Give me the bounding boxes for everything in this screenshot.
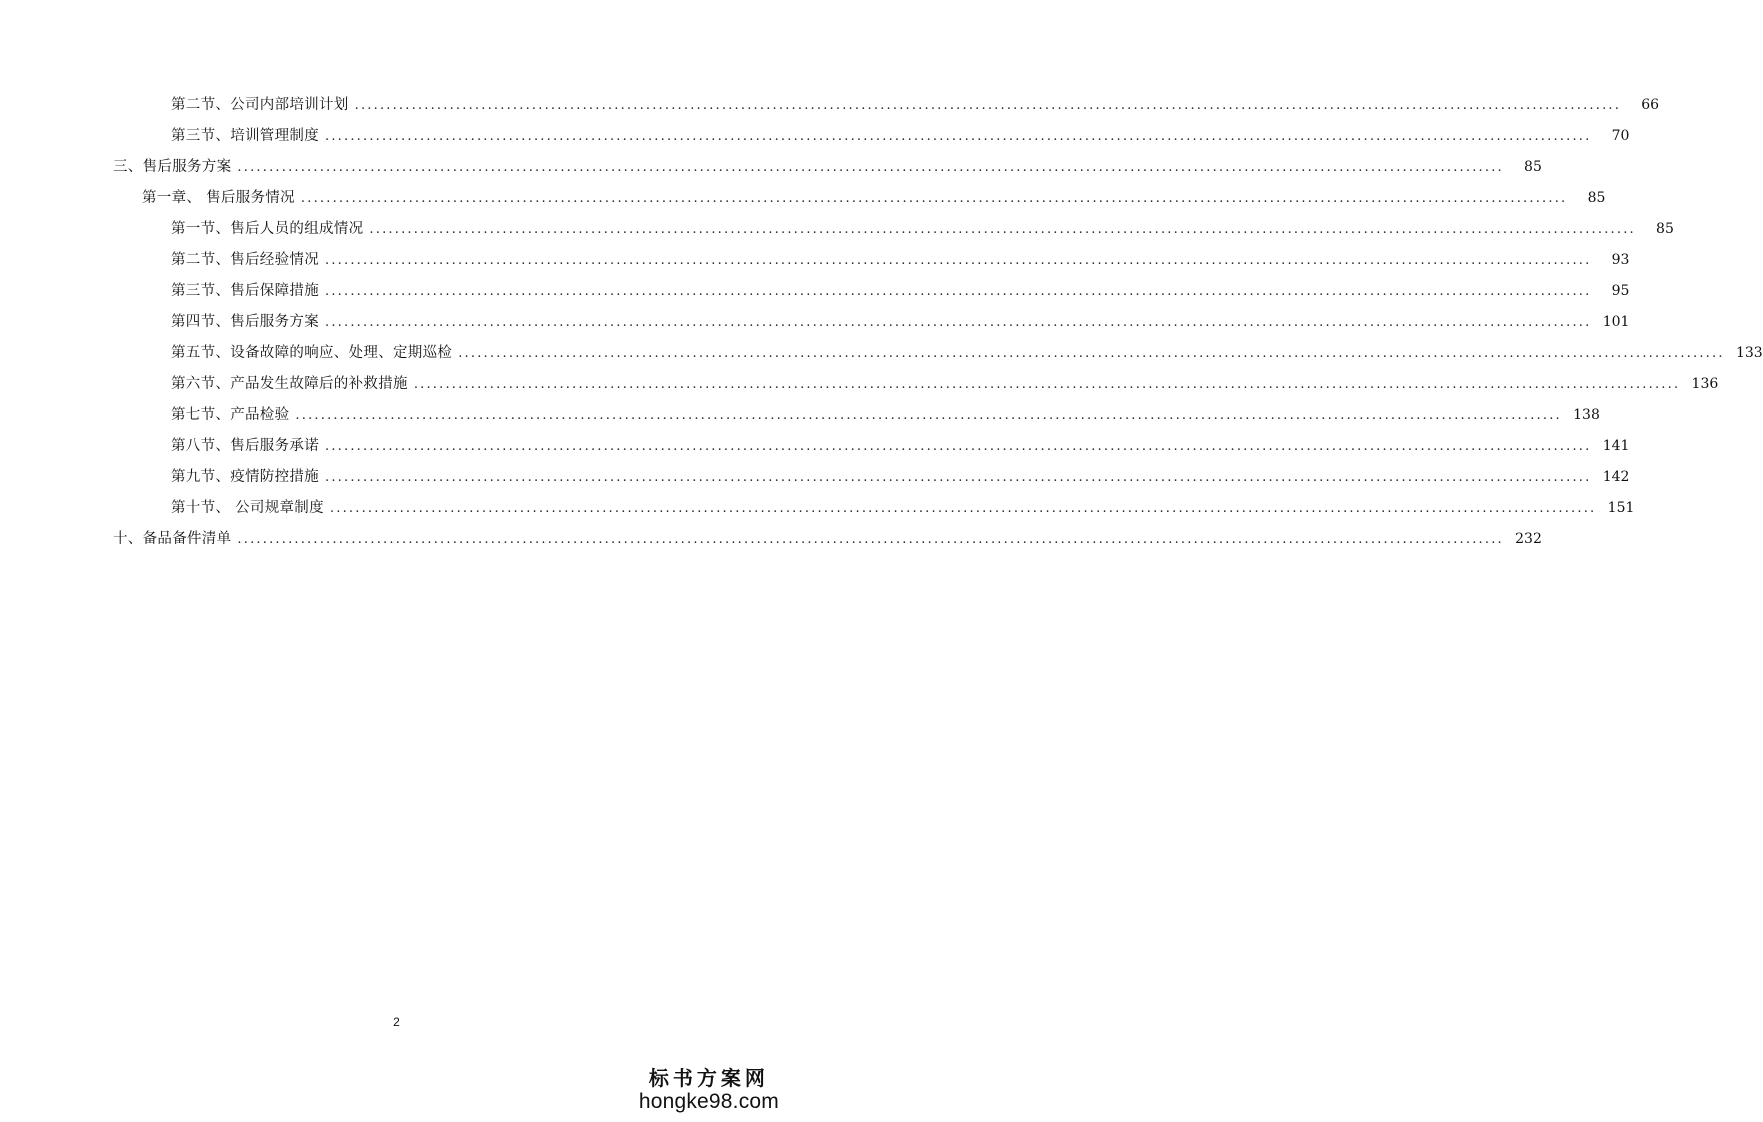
toc-entry-page: 138 — [1573, 407, 1600, 423]
toc-entry-title: 第一章、 售后服务情况 — [142, 190, 295, 206]
toc-entry[interactable] — [0, 400, 1600, 431]
toc-entry-title: 第二节、售后经验情况 — [171, 252, 319, 268]
toc-entry-page: 133 — [1735, 345, 1763, 361]
toc-entry-page: 70 — [1611, 128, 1630, 144]
toc-dot-leader: ........................................................................................................................................................................................................ — [237, 532, 1504, 547]
toc-entry-page: 85 — [1524, 159, 1542, 175]
toc-entry[interactable] — [0, 245, 1630, 276]
toc-entry-page: 141 — [1602, 438, 1630, 454]
toc-dot-leader: ........................................................................................................................................................................................................ — [369, 222, 1636, 237]
watermark-url: hongke98.com — [638, 1090, 779, 1113]
table-of-contents — [0, 90, 1763, 555]
toc-entry-title: 第三节、售后保障措施 — [171, 283, 319, 299]
toc-entry-title: 第十节、 公司规章制度 — [171, 500, 324, 516]
toc-dot-leader: ........................................................................................................................................................................................................ — [325, 253, 1592, 268]
toc-entry-title: 第三节、培训管理制度 — [171, 128, 319, 144]
toc-entry[interactable] — [0, 493, 1635, 524]
toc-entry-title: 第四节、售后服务方案 — [171, 314, 319, 330]
toc-entry-title: 第八节、售后服务承诺 — [171, 438, 319, 454]
toc-entry[interactable] — [0, 369, 1719, 400]
toc-entry-title: 第七节、产品检验 — [171, 407, 290, 423]
toc-dot-leader: ........................................................................................................................................................................................................ — [300, 191, 1568, 206]
toc-entry-page: 101 — [1602, 314, 1630, 330]
toc-dot-leader: ........................................................................................................................................................................................................ — [325, 284, 1592, 299]
toc-dot-leader: ........................................................................................................................................................................................................ — [325, 439, 1592, 454]
toc-entry[interactable] — [0, 338, 1763, 369]
toc-entry-title: 第九节、疫情防控措施 — [171, 469, 319, 485]
toc-dot-leader: ........................................................................................................................................................................................................ — [413, 377, 1681, 392]
toc-entry[interactable] — [0, 307, 1630, 338]
toc-entry-title: 第一节、售后人员的组成情况 — [171, 221, 364, 237]
watermark-chinese: 标书方案网 — [648, 1066, 769, 1090]
toc-entry[interactable] — [0, 524, 1542, 555]
toc-dot-leader: ........................................................................................................................................................................................................ — [237, 160, 1504, 175]
toc-entry[interactable] — [0, 183, 1606, 214]
toc-entry-page: 151 — [1607, 500, 1635, 516]
toc-dot-leader: ........................................................................................................................................................................................................ — [325, 129, 1592, 144]
toc-entry[interactable] — [0, 90, 1660, 121]
toc-entry-title: 第五节、设备故障的响应、处理、定期巡检 — [171, 345, 453, 361]
toc-dot-leader: ........................................................................................................................................................................................................ — [354, 98, 1622, 113]
toc-entry-title: 第六节、产品发生故障后的补救措施 — [171, 376, 408, 392]
toc-entry-page: 85 — [1656, 221, 1674, 237]
toc-entry-title: 三、售后服务方案 — [113, 159, 232, 175]
toc-entry[interactable] — [0, 431, 1630, 462]
toc-entry[interactable] — [0, 152, 1542, 183]
watermark-logo — [639, 1066, 779, 1114]
toc-entry-title: 第二节、公司内部培训计划 — [171, 97, 349, 113]
toc-entry-page: 232 — [1515, 531, 1542, 547]
toc-entry-page: 136 — [1691, 376, 1719, 392]
toc-dot-leader: ........................................................................................................................................................................................................ — [458, 346, 1725, 361]
toc-entry-page: 85 — [1587, 190, 1606, 206]
toc-entry-page: 142 — [1602, 469, 1630, 485]
page-number: 2 — [393, 1015, 400, 1029]
toc-entry[interactable] — [0, 462, 1630, 493]
toc-entry[interactable] — [0, 214, 1674, 245]
toc-entry-page: 93 — [1611, 252, 1630, 268]
toc-entry-page: 95 — [1611, 283, 1630, 299]
toc-dot-leader: ........................................................................................................................................................................................................ — [295, 408, 1562, 423]
toc-entry[interactable] — [0, 121, 1630, 152]
toc-entry[interactable] — [0, 276, 1630, 307]
toc-dot-leader: ........................................................................................................................................................................................................ — [325, 470, 1592, 485]
toc-entry-page: 66 — [1641, 97, 1660, 113]
toc-entry-title: 十、备品备件清单 — [113, 531, 232, 547]
toc-dot-leader: ........................................................................................................................................................................................................ — [325, 315, 1592, 330]
toc-dot-leader: ........................................................................................................................................................................................................ — [329, 501, 1597, 516]
